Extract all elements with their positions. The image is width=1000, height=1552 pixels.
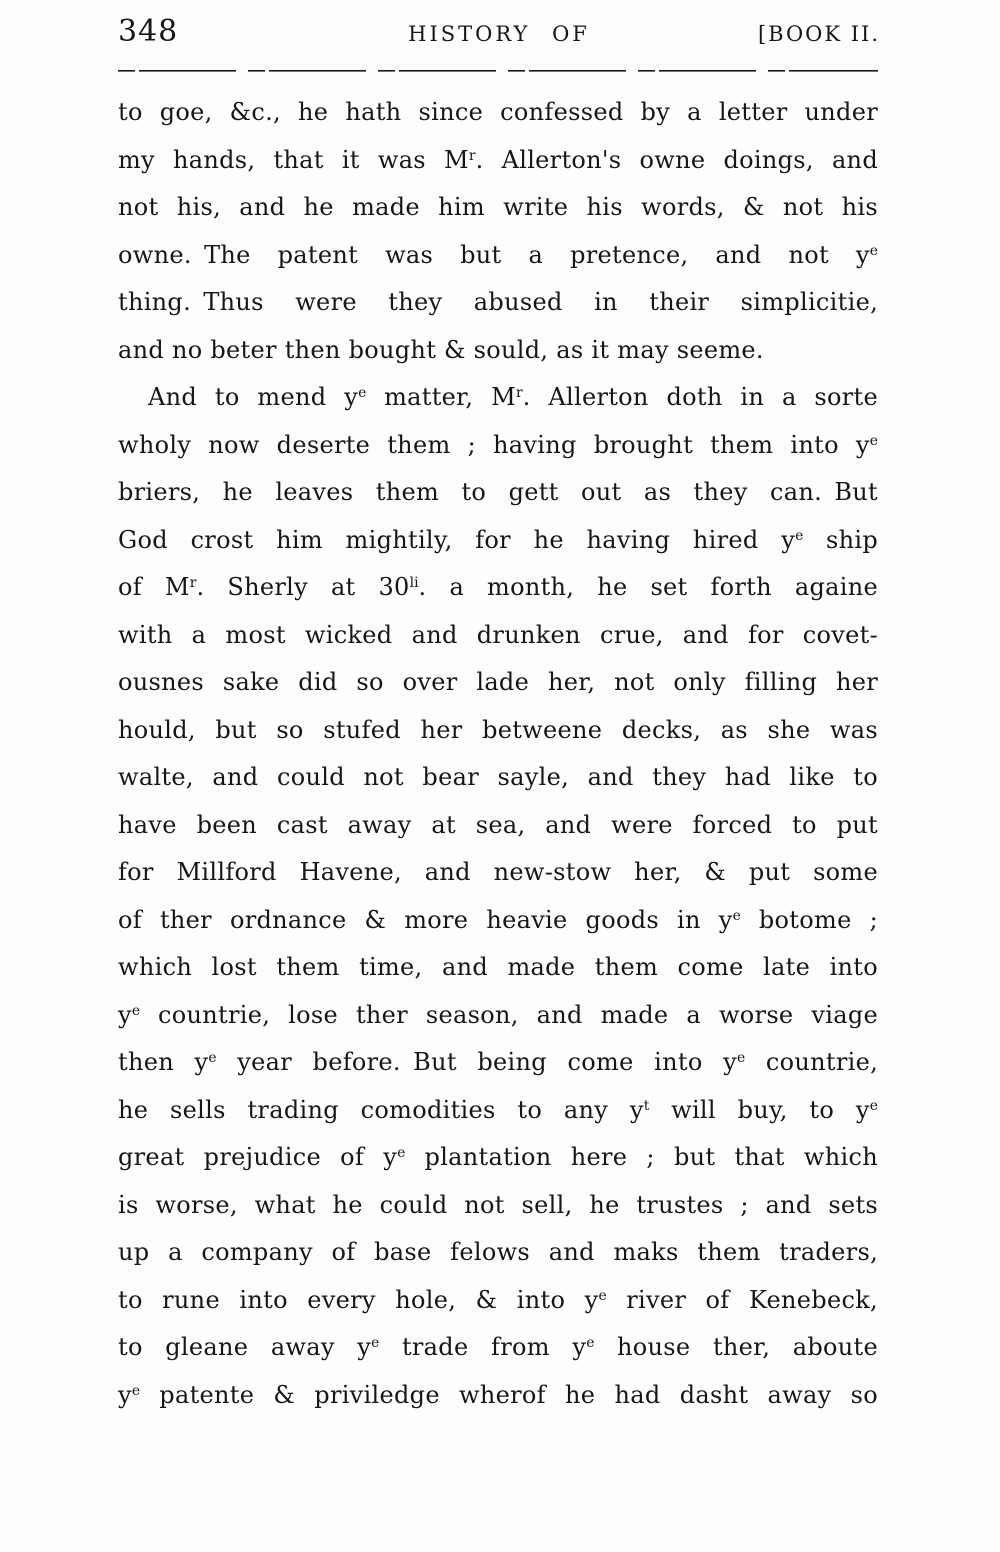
superscript-abbreviation: e xyxy=(208,1050,217,1067)
text-line: of $M^r$. Sherly at $30^{li}$. a month, he set forth againe xyxy=(118,573,878,601)
superscript-abbreviation: t xyxy=(643,1097,650,1114)
text-line: thing. Thus were they abused in their simplicitie, xyxy=(118,288,878,316)
text-line: to rune into every hole, & into $y^e$ river of Kenebeck, xyxy=(118,1285,878,1314)
text-line: hould, but so stufed her betweene decks, as she was xyxy=(118,715,878,744)
superscript-abbreviation: e xyxy=(869,432,878,449)
superscript-abbreviation: r xyxy=(468,147,476,164)
running-title: HISTORY OF xyxy=(408,22,590,46)
paragraph xyxy=(118,89,878,374)
text-line: God crost him mightily, for he having hired $y^e$ ship xyxy=(118,525,878,554)
page-header xyxy=(118,14,880,49)
header-divider-rule xyxy=(118,70,878,72)
text-line: not his, and he made him write his words, & not his xyxy=(118,193,878,221)
text-line: $y^e$ countrie, lose ther season, and made a worse viage xyxy=(118,1000,878,1029)
text-line: he sells trading comodities to any $y^t$ will buy, to $y^e$ xyxy=(118,1095,878,1124)
text-line: for Millford Havene, and new-stow her, & put some xyxy=(118,858,878,886)
text-line: to goe, &c., he hath since confessed by a letter under xyxy=(118,98,878,126)
superscript-abbreviation: e xyxy=(397,1145,406,1162)
superscript-abbreviation: e xyxy=(598,1287,607,1304)
superscript-abbreviation: e xyxy=(869,242,878,259)
superscript-abbreviation: e xyxy=(732,907,741,924)
page-number: 348 xyxy=(118,14,179,49)
superscript-abbreviation: e xyxy=(586,1335,595,1352)
text-line: wholy now deserte them ; having brought them into $y^e$ xyxy=(118,430,878,459)
text-line: my hands, that it was $M^r$. Allerton's owne doings, and xyxy=(118,145,878,174)
superscript-abbreviation: r xyxy=(189,575,197,592)
text-line: up a company of base felows and maks them traders, xyxy=(118,1238,878,1266)
superscript-abbreviation: e xyxy=(737,1050,746,1067)
paragraph xyxy=(118,374,878,1419)
superscript-abbreviation: e xyxy=(131,1382,141,1399)
text-line: briers, he leaves them to gett out as they can. But xyxy=(118,478,878,506)
superscript-abbreviation: e xyxy=(371,1335,380,1352)
page-body-text xyxy=(118,89,878,1419)
text-line: and no beter then bought & sould, as it may seeme. xyxy=(118,335,764,364)
superscript-abbreviation: e xyxy=(869,1097,878,1114)
text-line: of ther ordnance & more heavie goods in $y^e$ botome ; xyxy=(118,905,878,934)
superscript-abbreviation: e xyxy=(131,1002,141,1019)
text-line: then $y^e$ year before. But being come into $y^e$ countrie, xyxy=(118,1048,878,1076)
text-line: to gleane away $y^e$ trade from $y^e$ house ther, aboute xyxy=(118,1333,878,1361)
superscript-abbreviation: r xyxy=(515,385,523,402)
text-line: is worse, what he could not sell, he trustes ; and sets xyxy=(118,1190,878,1219)
text-line: which lost them time, and made them come late into xyxy=(118,953,878,981)
text-line: walte, and could not bear sayle, and they had like to xyxy=(118,763,878,791)
text-line: have been cast away at sea, and were forced to put xyxy=(118,810,878,839)
superscript-abbreviation: e xyxy=(358,385,367,402)
text-line: ousnes sake did so over lade her, not only filling her xyxy=(118,668,878,696)
text-line: owne. The patent was but a pretence, and not $y^e$ xyxy=(118,240,878,269)
superscript-abbreviation: e xyxy=(795,527,804,544)
text-line: great prejudice of $y^e$ plantation here ; but that which xyxy=(118,1143,878,1171)
book-section-label: [BOOK II. xyxy=(757,22,881,46)
text-line: with a most wicked and drunken crue, and for covet- xyxy=(118,620,878,649)
superscript-abbreviation: li xyxy=(409,575,419,592)
text-line: And to mend $y^e$ matter, $M^r$. Allerton doth in a sorte xyxy=(148,383,879,411)
text-line: $y^e$ patente & priviledge wherof he had dasht away so xyxy=(118,1380,878,1409)
